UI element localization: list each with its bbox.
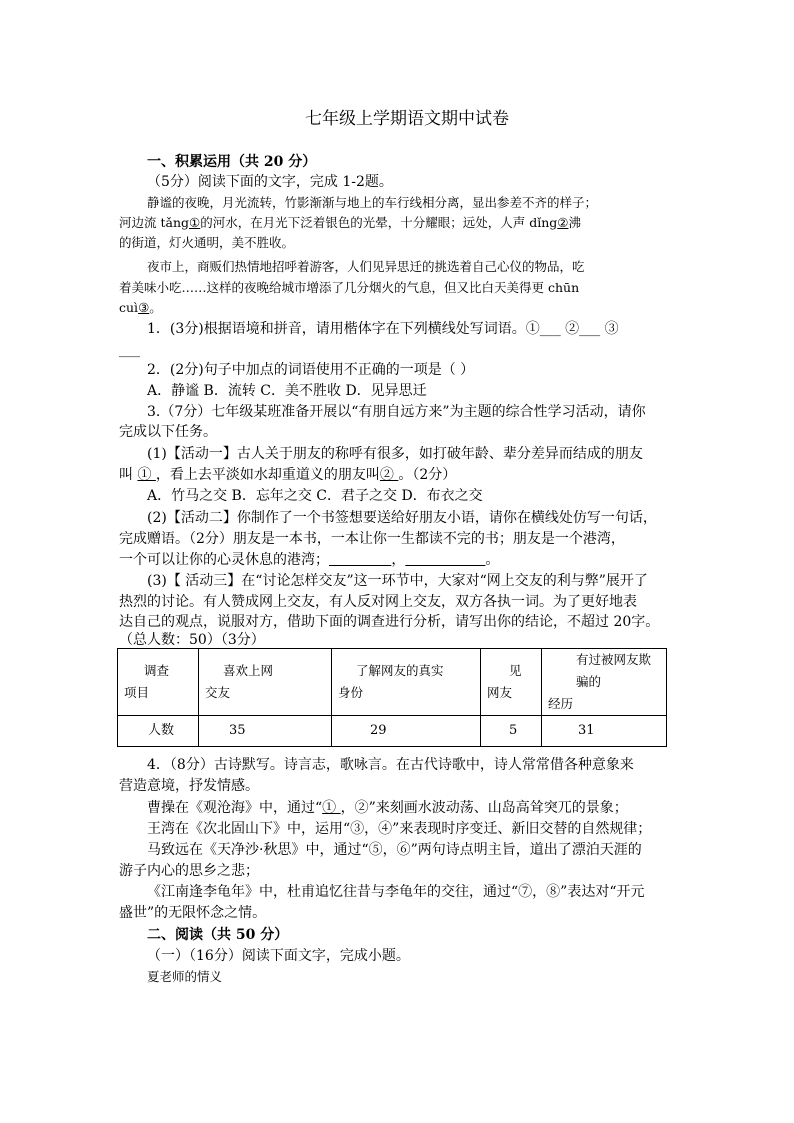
table-header-cell: 有过被网友欺骗的 经历 bbox=[542, 649, 667, 716]
table-row bbox=[118, 716, 667, 747]
activity-1-options: A．竹马之交 B．忘年之交 C．君子之交 D．布衣之交 bbox=[147, 488, 483, 504]
passage-line: cuì③。 bbox=[119, 300, 162, 315]
question-4-line: 马致远在《天净沙·秋思》中，通过“⑤，⑥”两句诗点明主旨，道出了漂泊天涯的 bbox=[147, 842, 642, 858]
blank-2[interactable]: ② bbox=[557, 215, 569, 230]
reading-1-intro: （一）（16分）阅读下面文字，完成小题。 bbox=[147, 948, 410, 964]
question-3: 3.（7分）七年级某班准备开展以“有朋自远方来”为主题的综合性学习活动，请你 bbox=[147, 404, 646, 420]
page-title: 七年级上学期语文期中试卷 bbox=[305, 109, 509, 129]
table-cell: 29 bbox=[332, 716, 481, 747]
activity-2: 完成赠语。（2分）朋友是一本书，一本让你一生都读不完的书；朋友是一个港湾， bbox=[119, 531, 625, 547]
activity-2-blank-2[interactable] bbox=[405, 552, 485, 568]
passage-line: 静谧的夜晚，月光流转，竹影渐渐与地上的车行线相分离，显出参差不齐的样子； bbox=[147, 195, 598, 210]
section-1-heading: 一、积累运用（共 20 分） bbox=[147, 154, 317, 170]
question-4-line: 《江南逢李龟年》中，杜甫追忆往昔与李龟年的交往，通过“⑦，⑧”表达对“开元 bbox=[147, 884, 645, 900]
activity-1: 叫 ① ，看上去平淡如水却重道义的朋友叫② 。（2分） bbox=[119, 467, 457, 483]
passage-line: 着美味小吃……这样的夜晚给城市增添了几分烟火的气息，但又比白天美得更 chūn bbox=[119, 280, 580, 295]
question-4: 4．（8分）古诗默写。诗言志，歌咏言。在古代诗歌中，诗人常常借各种意象来 bbox=[147, 757, 634, 773]
question-2-options: A．静谧 B．流转 C．美不胜收 D．见异思迁 bbox=[147, 383, 427, 399]
reading-intro: （5分）阅读下面的文字，完成 1-2题。 bbox=[147, 174, 393, 190]
question-1: 1．(3分)根据语境和拼音，请用楷体字在下列横线处写词语。①___ ②___ ③ bbox=[147, 321, 619, 337]
section-2-heading: 二、阅读（共 50 分） bbox=[147, 927, 289, 943]
question-4-line: 曹操在《观沧海》中，通过“① ，②”来刻画水波动荡、山岛高耸突兀的景象； bbox=[147, 800, 628, 816]
question-4-line: 游子内心的思乡之悲； bbox=[119, 863, 259, 879]
blank-3[interactable]: ③ bbox=[138, 300, 150, 315]
activity-1: (1)【活动一】古人关于朋友的称呼有很多，如打破年龄、辈分差异而结成的朋友 bbox=[147, 446, 643, 462]
table-header-cell: 喜欢上网 交友 bbox=[199, 649, 332, 716]
activity-2: (2)【活动二】你制作了一个书签想要送给好朋友小语，请你在横线处仿写一句话， bbox=[147, 510, 657, 526]
question-3: 完成以下任务。 bbox=[119, 424, 217, 440]
reading-1-title: 夏老师的情义 bbox=[147, 969, 223, 984]
activity-3: 热烈的讨论。有人赞成网上交友，有人反对网上交友，双方各执一词。为了更好地表 bbox=[119, 594, 637, 610]
table-cell: 35 bbox=[199, 716, 332, 747]
table-header-cell: 调查 项目 bbox=[118, 649, 199, 716]
poem-blank-1[interactable]: ① bbox=[322, 800, 341, 816]
question-1-blank[interactable]: ___ bbox=[119, 342, 140, 358]
table-cell: 31 bbox=[542, 716, 667, 747]
activity-3: (3)【 活动三】在“讨论怎样交友”这一环节中，大家对“网上交友的利与弊”展开了 bbox=[147, 573, 648, 589]
activity-1-blank-2[interactable]: ② bbox=[379, 467, 399, 483]
activity-3: 达自己的观点，说服对方，借助下面的调查进行分析，请写出你的结论，不超过 20字。 bbox=[119, 614, 660, 630]
table-header-cell: 了解网友的真实 身份 bbox=[332, 649, 481, 716]
question-4-line: 盛世”的无限怀念之情。 bbox=[119, 905, 267, 921]
activity-2-blank-1[interactable] bbox=[329, 552, 391, 568]
question-2: 2．(2分)句子中加点的词语使用不正确的一项是（ ） bbox=[147, 362, 475, 378]
activity-3: （总人数：50）（3分） bbox=[119, 632, 265, 648]
question-4: 营造意境，抒发情感。 bbox=[119, 778, 259, 794]
question-4-line: 王湾在《次北固山下》中，运用“③，④”来表现时序变迁、新旧交替的自然规律； bbox=[147, 821, 652, 837]
table-header-cell: 见 网友 bbox=[481, 649, 542, 716]
table-cell: 人数 bbox=[118, 716, 199, 747]
passage-line: 的街道，灯火通明，美不胜收。 bbox=[119, 235, 295, 250]
passage-line: 夜市上，商贩们热情地招呼着游客，人们见异思迁的挑选着自己心仪的物品，吃 bbox=[147, 259, 585, 274]
blank-1[interactable]: ① bbox=[189, 215, 201, 230]
activity-1-blank-1[interactable]: ① bbox=[137, 467, 156, 483]
activity-2: 一个可以让你的心灵休息的港湾； ， 。 bbox=[119, 552, 500, 568]
survey-table bbox=[117, 648, 667, 747]
table-header-row bbox=[118, 649, 667, 716]
passage-line: 河边流 tǎng①的河水，在月光下泛着银色的光晕，十分耀眼；远处，人声 dǐng②沸 bbox=[119, 215, 581, 230]
table-cell: 5 bbox=[481, 716, 542, 747]
